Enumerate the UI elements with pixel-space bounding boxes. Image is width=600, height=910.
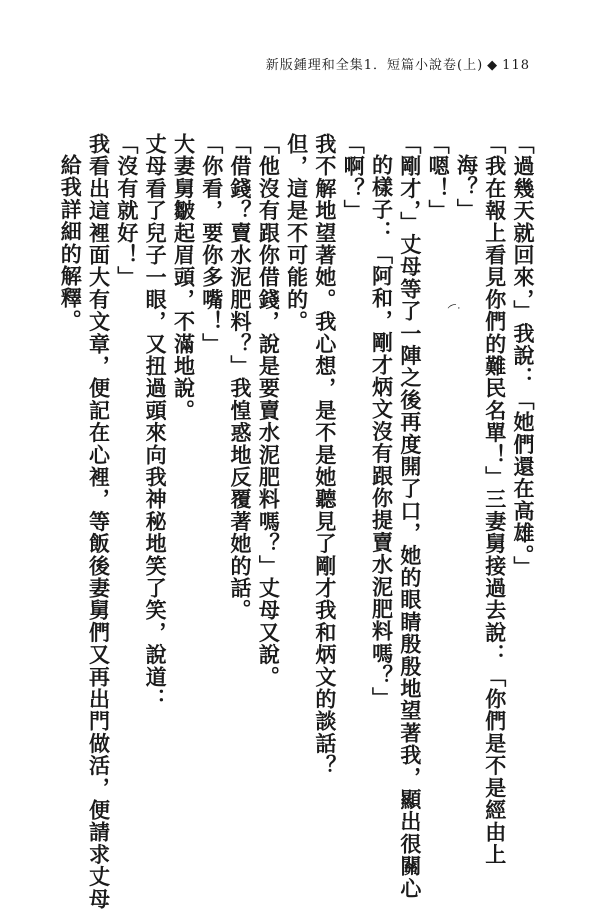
text-column: 海？」 [454, 154, 480, 221]
text-column: 但，這是不可能的。 [284, 133, 310, 333]
page-number: 118 [502, 58, 530, 73]
text-column: 「借錢？賣水泥肥料？」我惶惑地反覆著她的話。 [228, 133, 254, 622]
text-column: 丈母看了兒子一眼，又扭過頭來向我神秘地笑了笑，說道： [143, 133, 169, 711]
text-column: 「剛才，」丈母等了一陣之後再度開了口，她的眼睛殷殷地望著我，顯出很關心 [397, 133, 423, 900]
text-column: 「沒有就好！」 [114, 133, 140, 289]
text-column: 「啊？」 [341, 133, 367, 222]
text-column: 「我在報上看見你們的難民名單！」三妻舅接過去說：「你們是不是經由上 [482, 133, 508, 866]
page-header [266, 54, 530, 73]
text-column: 「你看，要你多嘴！」 [199, 133, 225, 355]
text-column: 我不解地望著她。我心想，是不是她聽見了剛才我和炳文的談話？ [312, 133, 338, 777]
body-text [56, 133, 537, 910]
text-column: 給我詳細的解釋。 [58, 154, 84, 332]
diamond-icon: ◆ [487, 58, 499, 73]
text-column: 「過幾天就回來，」我說：「她們還在高雄。」 [511, 133, 536, 579]
text-column: 「嗯！」 [426, 133, 452, 222]
text-column: 大妻舅皺起眉頭，不滿地說。 [171, 133, 197, 422]
text-column: 我看出這裡面大有文章，便記在心裡，等飯後妻舅們又再出門做活，便請求丈母 [86, 133, 112, 910]
ink-speck-icon: ⁀· [448, 303, 464, 318]
text-column: 「他沒有跟你借錢，說是要賣水泥肥料嗎？」丈母又說。 [256, 133, 282, 688]
text-column: 的樣子：「阿和，剛才炳文沒有跟你提賣水泥肥料嗎？」 [369, 154, 395, 709]
book-title: 新版鍾理和全集1．短篇小說卷(上) [265, 58, 484, 73]
